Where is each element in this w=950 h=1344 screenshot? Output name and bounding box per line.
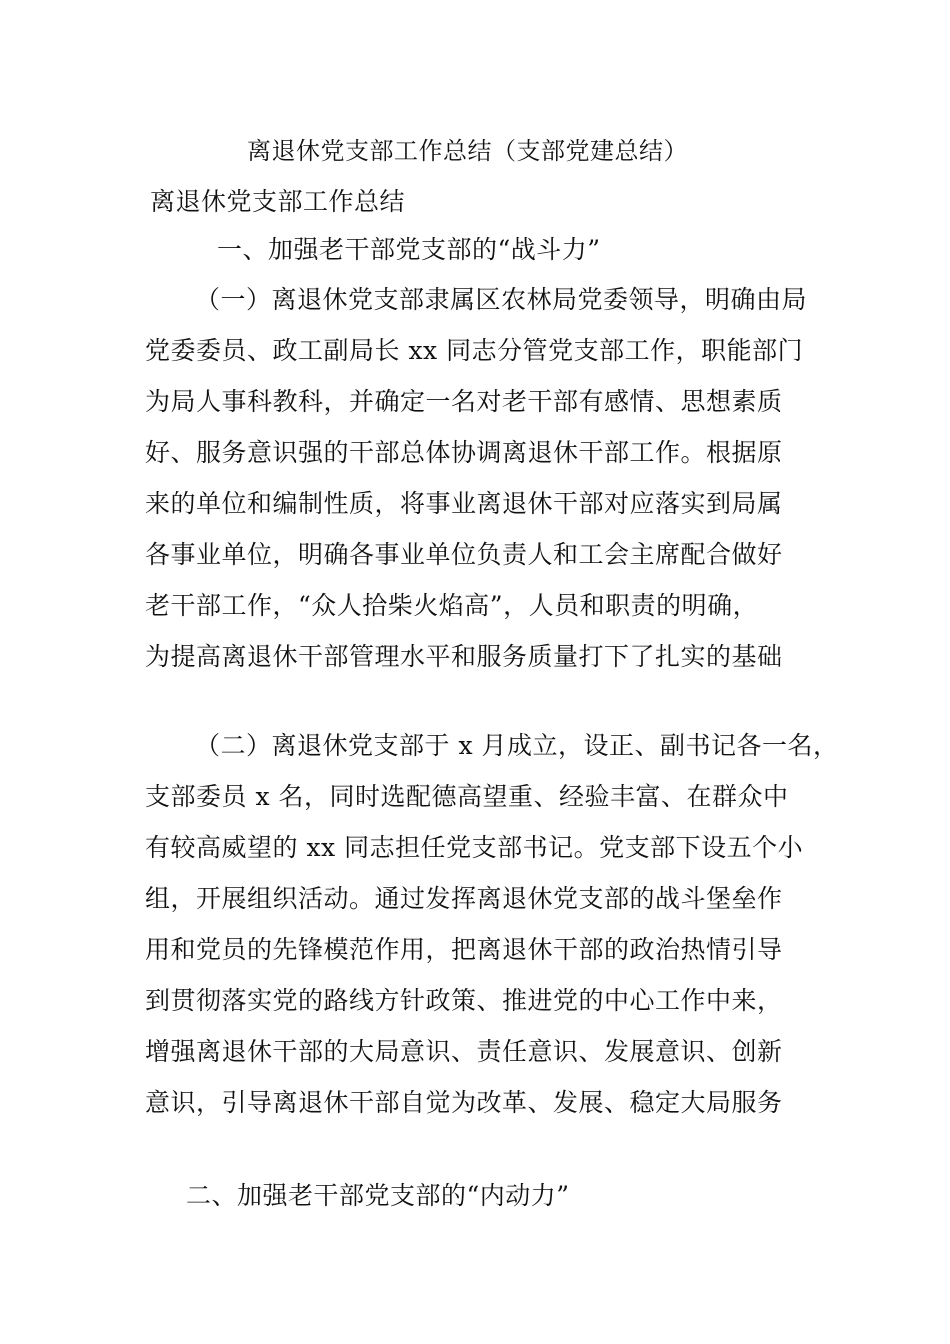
paragraph-line: 支部委员 x 名，同时选配德高望重、经验丰富、在群众中 <box>145 782 789 811</box>
paragraph-line: 组，开展组织活动。通过发挥离退休党支部的战斗堡垒作 <box>145 884 783 913</box>
paragraph-line: 用和党员的先锋模范作用，把离退休干部的政治热情引导 <box>145 935 783 964</box>
paragraph-line: 为局人事科教科，并确定一名对老干部有感情、思想素质 <box>145 387 783 416</box>
paragraph-line: 为提高离退休干部管理水平和服务质量打下了扎实的基础 <box>145 642 783 671</box>
paragraph-line: 增强离退休干部的大局意识、责任意识、发展意识、创新 <box>145 1037 783 1066</box>
paragraph-line: 到贯彻落实党的路线方针政策、推进党的中心工作中来， <box>145 986 783 1015</box>
section-heading-2: 二、加强老干部党支部的“内动力” <box>186 1181 570 1210</box>
paragraph-line: （一）离退休党支部隶属区农林局党委领导，明确由局 <box>195 285 808 314</box>
paragraph-line: 党委委员、政工副局长 xx 同志分管党支部工作，职能部门 <box>145 336 804 365</box>
paragraph-line: 来的单位和编制性质，将事业离退休干部对应落实到局属 <box>145 489 783 518</box>
paragraph-1 <box>145 274 845 682</box>
paragraph-2 <box>145 720 845 1128</box>
paragraph-line: 好、服务意识强的干部总体协调离退休干部工作。根据原 <box>145 438 783 467</box>
document-subtitle: 离退休党支部工作总结 <box>150 187 406 216</box>
paragraph-line: 老干部工作，“众人拾柴火焰高”，人员和职责的明确， <box>145 591 759 620</box>
section-heading-1: 一、加强老干部党支部的“战斗力” <box>217 235 601 264</box>
document-title: 离退休党支部工作总结（支部党建总结） <box>247 137 688 165</box>
paragraph-line: 各事业单位，明确各事业单位负责人和工会主席配合做好 <box>145 540 783 569</box>
paragraph-line: 有较高威望的 xx 同志担任党支部书记。党支部下设五个小 <box>145 833 804 862</box>
paragraph-line: （二）离退休党支部于 x 月成立，设正、副书记各一名， <box>195 731 839 760</box>
paragraph-line: 意识，引导离退休干部自觉为改革、发展、稳定大局服务 <box>145 1088 783 1117</box>
